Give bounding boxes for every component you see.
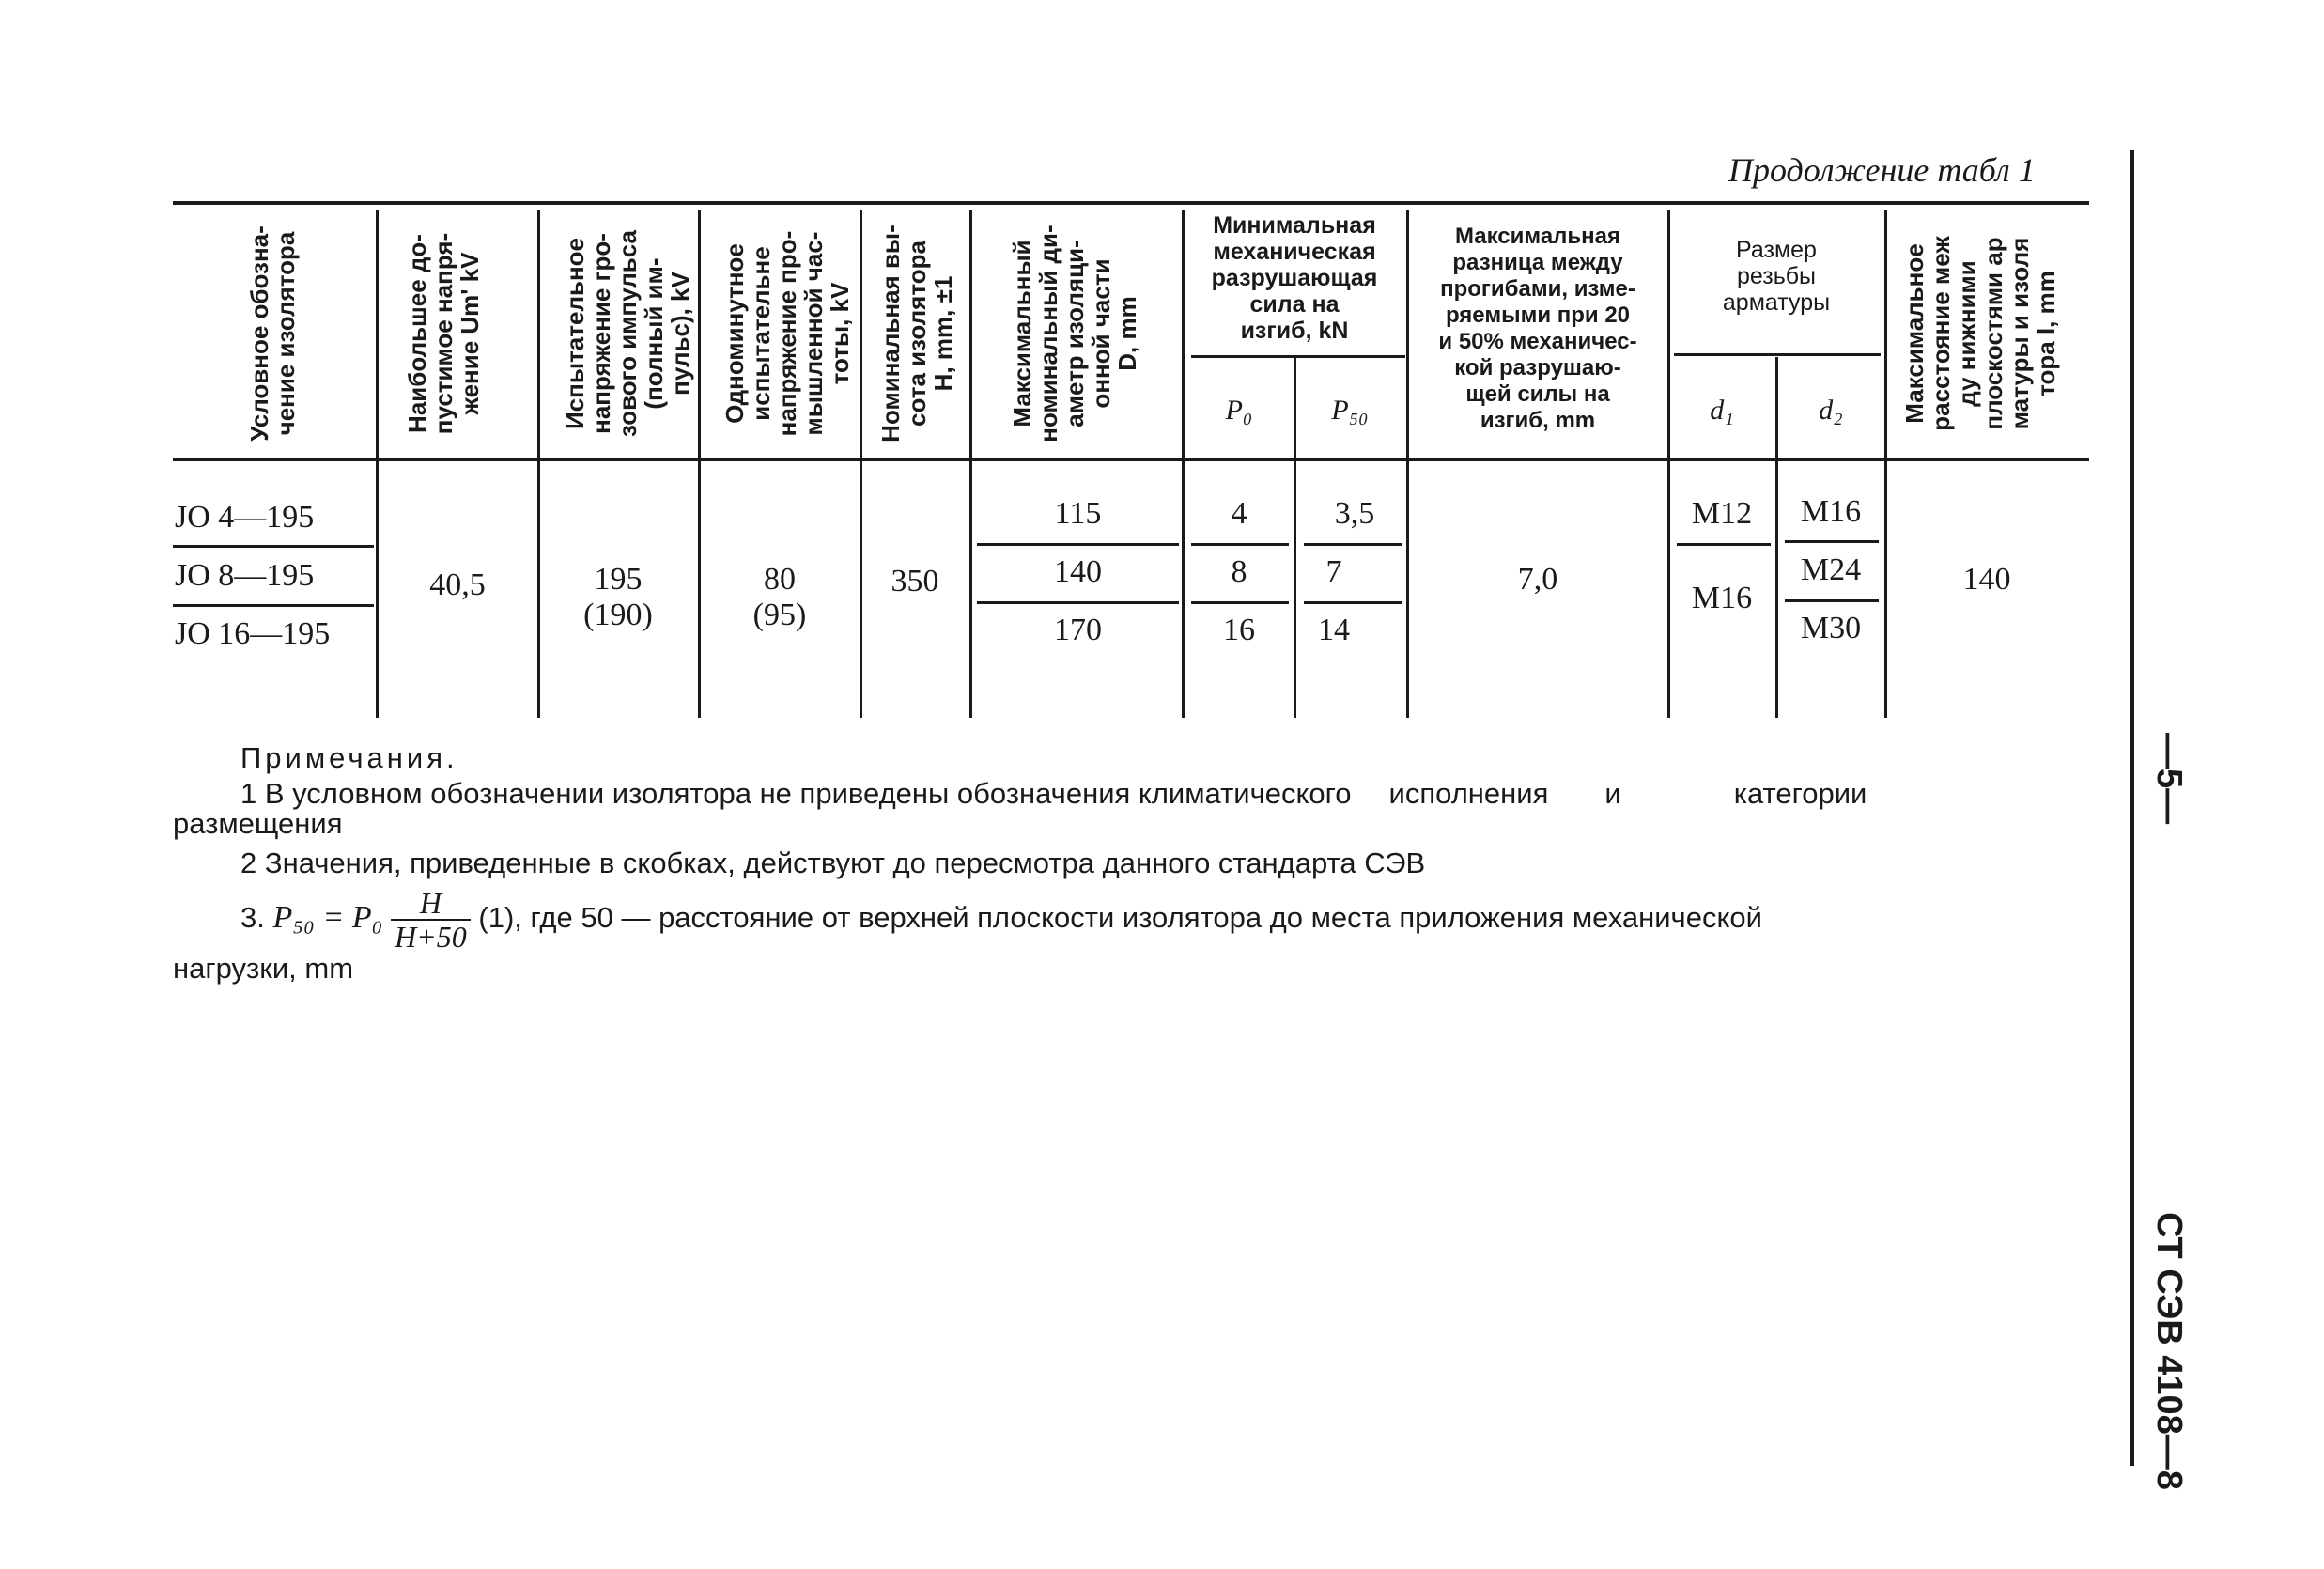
header-designation: Условное обозна- чение изолятора — [245, 225, 300, 442]
row-rule — [1191, 543, 1289, 546]
column-divider — [537, 210, 540, 718]
thread-subheader-rule — [1674, 353, 1881, 356]
note-3-fraction-numerator: H — [391, 887, 471, 921]
row-rule — [173, 545, 374, 548]
column-divider — [1884, 210, 1887, 718]
table-row-designation: JO 8—195 — [175, 558, 315, 593]
column-divider — [860, 210, 862, 718]
cell-d2: M16 — [1800, 494, 1862, 529]
cell-distance: 140 — [1962, 562, 2011, 597]
table-caption: Продолжение табл 1 — [1728, 151, 2036, 189]
header-d2: d₂ — [1819, 395, 1843, 426]
cell-d1: M12 — [1691, 496, 1753, 531]
column-divider — [969, 210, 972, 718]
cell-max-deflection: 7,0 — [1517, 562, 1558, 597]
note-3-formula-lhs: P₅₀ = P₀ — [272, 900, 383, 936]
header-thread-size: Размер резьбы арматуры — [1722, 237, 1831, 316]
header-max-voltage: Наибольшее до- пустимое напря- жение Um' kV — [403, 232, 484, 435]
standard-number: СТ СЭВ 4108—8 — [2149, 1212, 2189, 1490]
table-top-rule — [173, 201, 2089, 205]
cell-height: 350 — [891, 564, 939, 598]
note-1-word: категории — [1733, 777, 1867, 810]
header-power-frequency-voltage: Одноминутное испытательне напряжение про- мышленной час- тоты, kV — [720, 230, 854, 437]
note-1-text: 1 В условном обозначении изолятора не приведены обозначения климатического — [240, 777, 1352, 810]
cell-max-voltage: 40,5 — [429, 567, 486, 602]
header-d1: d₁ — [1710, 395, 1734, 426]
header-height: Номинальная вы- сота изолятора H, mm, ±1 — [876, 225, 957, 443]
header-impulse-voltage: Испытательное напряжение гро- зового импульса (полный им- пульс), kV — [561, 229, 694, 438]
cell-p0: 16 — [1223, 613, 1255, 647]
force-subheader-rule — [1191, 355, 1405, 358]
note-2: 2 Значения, приведенные в скобках, действуют до пересмотра данного стандарта СЭВ — [240, 847, 1426, 879]
row-rule — [173, 604, 374, 607]
note-1-word: исполнения — [1388, 777, 1549, 810]
cell-d1: M16 — [1691, 581, 1753, 615]
row-rule — [1191, 601, 1289, 604]
row-rule — [1304, 543, 1402, 546]
cell-d2: M24 — [1800, 552, 1862, 587]
row-rule — [977, 601, 1179, 604]
cell-p50: 7 — [1325, 554, 1342, 589]
header-max-deflection: Максимальная разница между прогибами, изме- ряемыми при 20 и 50% механичес- кой разрушаю- щей силы на изгиб, mm — [1438, 224, 1637, 433]
cell-p50: 14 — [1318, 613, 1350, 647]
table-row-designation: JO 16—195 — [175, 616, 331, 651]
note-1-line-1 — [240, 776, 1867, 812]
cell-p0: 8 — [1231, 554, 1247, 589]
header-distance: Максимальное расстояние меж ду нижними плоскостями ар матуры и изоля тора l, mm — [1900, 236, 2060, 431]
note-1-word: и — [1604, 777, 1621, 810]
header-p50: P₅₀ — [1331, 395, 1369, 426]
cell-power-frequency-voltage: 80 — [764, 562, 796, 597]
note-3-fraction-denominator: H+50 — [395, 920, 467, 954]
cell-impulse-voltage-note: (190) — [583, 598, 653, 632]
table-header-rule — [173, 458, 2089, 461]
column-divider — [698, 210, 701, 718]
cell-p50: 3,5 — [1334, 496, 1375, 531]
row-rule — [1785, 599, 1879, 602]
row-rule — [1785, 540, 1879, 543]
note-1-line-2: размещения — [173, 807, 343, 840]
cell-impulse-voltage: 195 — [594, 562, 643, 597]
table-row-designation: JO 4—195 — [175, 500, 315, 535]
header-diameter: Максимальный номинальный ди- аметр изоляци- онной части D, mm — [1008, 225, 1141, 443]
row-rule — [1677, 543, 1771, 546]
right-margin-rule — [2130, 150, 2134, 1466]
note-3 — [240, 887, 1762, 953]
cell-d2: M30 — [1800, 611, 1862, 645]
row-rule — [977, 543, 1179, 546]
cell-power-frequency-voltage-note: (95) — [752, 598, 807, 632]
note-3-prefix: 3. — [240, 901, 265, 935]
cell-p0: 4 — [1231, 496, 1247, 531]
note-3-line-2: нагрузки, mm — [173, 952, 354, 985]
header-min-force: Минимальная механическая разрушающая сила на изгиб, kN — [1211, 212, 1378, 344]
page-number: —5— — [2149, 733, 2189, 825]
cell-diameter: 170 — [1054, 613, 1102, 647]
column-divider — [376, 210, 379, 718]
notes-title: Примечания. — [240, 741, 458, 774]
cell-diameter: 115 — [1054, 496, 1102, 531]
header-p0: P₀ — [1225, 395, 1253, 426]
cell-diameter: 140 — [1054, 554, 1102, 589]
note-3-fraction — [391, 887, 471, 953]
note-3-text: (1), где 50 — расстояние от верхней плоскости изолятора до места приложения механической — [478, 901, 1762, 935]
row-rule — [1304, 601, 1402, 604]
